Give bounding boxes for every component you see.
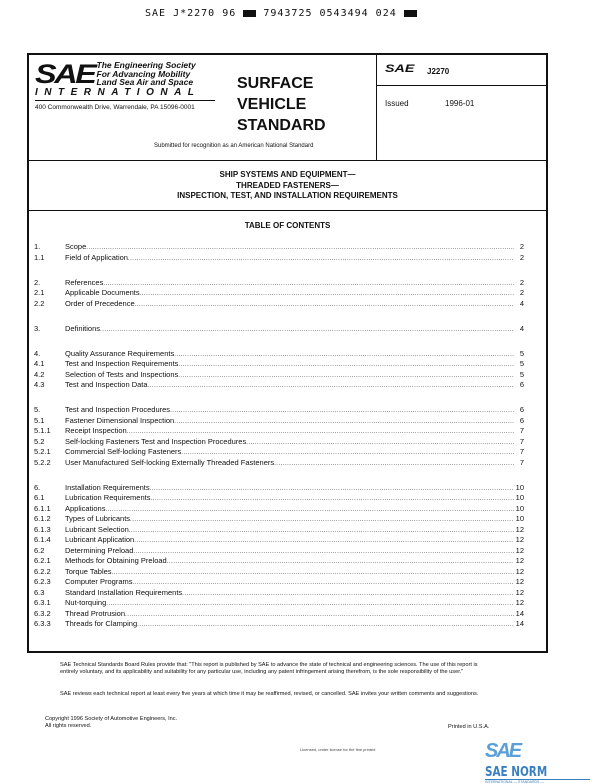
toc-heading: TABLE OF CONTENTS (244, 221, 331, 230)
divider (29, 210, 546, 211)
rights-text: All rights reserved. (45, 723, 92, 729)
toc-page: 2 (519, 288, 524, 297)
title-line: SHIP SYSTEMS AND EQUIPMENT— (219, 170, 356, 179)
toc-page: 2 (519, 277, 524, 287)
toc-entry[interactable] (34, 380, 524, 391)
toc-title: Order of Precedence (65, 298, 135, 308)
toc-title: Field of Application (65, 252, 128, 262)
toc-page: 14 (515, 619, 524, 628)
toc-page: 4 (519, 298, 524, 308)
toc-entry[interactable] (34, 416, 524, 427)
toc-leader (128, 254, 514, 265)
title-line: INSPECTION, TEST, AND INSTALLATION REQUIREMENTS (177, 191, 398, 200)
toc-number: 4.2 (34, 369, 45, 379)
toc-entry[interactable] (34, 324, 524, 335)
issued-date: 1996-01 (445, 99, 475, 108)
toc-title: Determining Preload (65, 545, 134, 555)
toc-leader (129, 526, 514, 537)
toc-number: 6.1.3 (34, 524, 51, 534)
toc-entry[interactable] (34, 493, 524, 504)
toc-leader (140, 289, 514, 300)
toc-number: 6.2 (34, 545, 45, 555)
toc-title: Torque Tables (65, 566, 112, 576)
policy-note: SAE Technical Standards Board Rules provide that: "This report is published by SAE to advance the state of technical and engineering sciences. The use of this report is entirely voluntary, and its applicability and suitability for any particular use, including any patent infringement arising therefrom, is the sole responsibility of the user." (60, 662, 478, 675)
toc-leader (178, 371, 514, 382)
toc-leader (150, 484, 514, 495)
sae-mark: SAE (385, 63, 415, 75)
toc-leader (103, 279, 514, 290)
toc-entry[interactable] (34, 577, 524, 588)
toc-leader (170, 406, 514, 417)
watermark-name: SAE NORM (485, 765, 548, 780)
toc-title: Scope (65, 242, 87, 251)
doc-type-line: VEHICLE (237, 96, 307, 113)
toc-number: 6.2.1 (34, 556, 51, 565)
toc-entry[interactable] (34, 359, 524, 370)
toc-page: 4 (519, 323, 524, 333)
toc-leader (182, 589, 514, 600)
toc-title: Quality Assurance Requirements (65, 348, 175, 358)
logo-tagline: The Engineering Society (96, 60, 196, 70)
toc-title: Threads for Clamping (65, 619, 138, 628)
doc-number: J2270 (427, 67, 450, 76)
toc-title: Test and Inspection Requirements (65, 359, 179, 368)
toc-number: 6. (34, 482, 41, 492)
toc-entry[interactable] (34, 426, 524, 437)
logo-mark: SAE (35, 59, 95, 89)
toc-title: User Manufactured Self-locking Externally Threaded Fasteners (65, 457, 275, 467)
divider (376, 85, 546, 86)
logo-tagline: Land Sea Air and Space (96, 77, 194, 87)
toc-entry[interactable] (34, 525, 524, 536)
toc-number: 6.3.1 (34, 598, 51, 607)
toc-entry[interactable] (34, 514, 524, 525)
toc-title: Definitions (65, 323, 101, 333)
toc-title: Lubricant Selection (65, 524, 129, 534)
toc-page: 2 (519, 242, 524, 251)
doc-type-line: SURFACE (237, 75, 314, 92)
toc-page: 12 (515, 545, 524, 555)
toc-title: Commercial Self-locking Fasteners (65, 447, 182, 456)
toc-page: 2 (519, 252, 524, 262)
table-of-contents (34, 242, 524, 630)
toc-page: 12 (515, 577, 524, 586)
toc-leader (135, 300, 514, 311)
toc-leader (137, 620, 514, 631)
toc-leader (106, 599, 514, 610)
toc-title: References (65, 277, 104, 287)
toc-title: Methods for Obtaining Preload (65, 556, 167, 565)
toc-leader (150, 494, 514, 505)
toc-entry[interactable] (34, 299, 524, 310)
toc-number: 5.2.2 (34, 457, 51, 467)
toc-entry[interactable] (34, 242, 524, 253)
toc-page: 7 (519, 436, 524, 446)
sae-norm-watermark (485, 740, 595, 784)
printed-in: Printed in U.S.A. (448, 724, 490, 730)
barcode-block (243, 10, 256, 17)
toc-page: 12 (515, 587, 524, 597)
toc-leader (133, 547, 514, 558)
toc-title: Nut-torquing (65, 598, 107, 607)
toc-section (34, 324, 524, 335)
toc-number: 6.3 (34, 587, 45, 597)
toc-page: 10 (515, 493, 524, 502)
toc-page: 7 (519, 447, 524, 456)
address: 400 Commonwealth Drive, Warrendale, PA 15096-0001 (35, 104, 195, 111)
title-line: THREADED FASTENERS— (236, 180, 339, 190)
toc-title: Test and Inspection Procedures (65, 405, 171, 414)
toc-title: Selection of Tests and Inspections (65, 369, 179, 379)
toc-leader (86, 243, 514, 254)
toc-entry[interactable] (34, 483, 524, 494)
toc-section (34, 242, 524, 263)
toc-page: 12 (515, 556, 524, 565)
toc-page: 12 (515, 566, 524, 576)
toc-leader (167, 557, 514, 568)
toc-number: 3. (34, 323, 41, 333)
toc-number: 4.1 (34, 359, 45, 368)
toc-title: Test and Inspection Data (65, 380, 148, 389)
toc-leader (133, 578, 514, 589)
toc-page: 10 (515, 514, 524, 523)
toc-title: Types of Lubricants (65, 514, 131, 523)
review-note: SAE reviews each technical report at least every five years at which time it may be reaffirmed, revised, or cancelled. SAE invites your written comments and suggestions. (60, 691, 479, 697)
toc-leader (125, 610, 514, 621)
toc-number: 5.1.1 (34, 426, 51, 435)
toc-leader (148, 381, 514, 392)
toc-page: 5 (519, 348, 524, 358)
toc-number: 4. (34, 348, 41, 358)
toc-entry[interactable] (34, 546, 524, 557)
toc-entry[interactable] (34, 609, 524, 620)
document-frame (27, 53, 548, 653)
divider (29, 160, 546, 161)
toc-number: 5.2 (34, 436, 45, 446)
toc-leader (178, 360, 514, 371)
toc-page: 12 (515, 535, 524, 544)
toc-number: 5.1 (34, 415, 45, 425)
toc-leader (274, 459, 514, 470)
toc-page: 10 (515, 503, 524, 513)
toc-entry[interactable] (34, 349, 524, 360)
toc-title: Fastener Dimensional Inspection (65, 415, 175, 425)
toc-leader (174, 417, 514, 428)
toc-entry[interactable] (34, 278, 524, 289)
toc-leader (134, 536, 514, 547)
doc-type-line: STANDARD (237, 117, 326, 134)
toc-section (34, 349, 524, 391)
toc-page: 7 (519, 426, 524, 435)
toc-number: 6.1.1 (34, 503, 51, 513)
toc-entry[interactable] (34, 288, 524, 299)
toc-section (34, 405, 524, 468)
toc-title: Computer Programs (65, 577, 133, 586)
toc-entry[interactable] (34, 253, 524, 264)
toc-leader (100, 325, 514, 336)
toc-title: Lubrication Requirements (65, 493, 151, 502)
toc-number: 6.1.4 (34, 535, 51, 544)
toc-number: 2.1 (34, 288, 45, 297)
copyright-text: Copyright 1996 Society of Automotive Engineers, Inc. (45, 716, 178, 722)
toc-entry[interactable] (34, 567, 524, 578)
watermark-mark: SAE (485, 740, 521, 762)
toc-number: 5.2.1 (34, 447, 51, 456)
toc-entry[interactable] (34, 370, 524, 381)
watermark-sub: INTERNATIONAL — STANDARDS — (485, 779, 590, 784)
toc-section (34, 483, 524, 630)
toc-number: 4.3 (34, 380, 45, 389)
toc-page: 12 (515, 598, 524, 607)
toc-page: 12 (515, 524, 524, 534)
toc-number: 6.1.2 (34, 514, 51, 523)
logo-tagline: For Advancing Mobility (96, 68, 191, 79)
toc-leader (105, 505, 514, 516)
divider (376, 55, 377, 160)
toc-title: Lubricant Application (65, 535, 135, 544)
submitted-note: Submitted for recognition as an American National Standard (154, 143, 314, 149)
toc-entry[interactable] (34, 598, 524, 609)
copyright (45, 716, 177, 730)
toc-leader (246, 438, 514, 449)
toc-number: 6.1 (34, 493, 45, 502)
toc-number: 1. (34, 242, 41, 251)
toc-number: 2.2 (34, 298, 45, 308)
toc-title: Applications (65, 503, 106, 513)
license-note: Licensed, under license for the fine printed (300, 747, 376, 752)
toc-number: 6.3.3 (34, 619, 51, 628)
code-number: 7943725 0543494 024 (263, 8, 397, 19)
toc-leader (174, 350, 514, 361)
toc-page: 6 (519, 380, 524, 389)
toc-entry[interactable] (34, 447, 524, 458)
barcode-block (404, 10, 417, 17)
toc-number: 2. (34, 277, 41, 287)
toc-page: 5 (519, 359, 524, 368)
toc-page: 5 (519, 369, 524, 379)
toc-entry[interactable] (34, 405, 524, 416)
toc-entry[interactable] (34, 458, 524, 469)
document-type (237, 73, 326, 136)
toc-title: Installation Requirements (65, 482, 150, 492)
toc-number: 6.2.3 (34, 577, 51, 586)
toc-page: 6 (519, 415, 524, 425)
toc-page: 14 (515, 608, 524, 618)
toc-title: Receipt Inspection (65, 426, 127, 435)
toc-page: 6 (519, 405, 524, 414)
toc-entry[interactable] (34, 437, 524, 448)
logo-international: INTERNATIONAL (35, 87, 215, 101)
toc-entry[interactable] (34, 535, 524, 546)
toc-number: 6.2.2 (34, 566, 51, 576)
toc-page: 7 (519, 457, 524, 467)
toc-entry[interactable] (34, 588, 524, 599)
toc-entry[interactable] (34, 504, 524, 515)
toc-page: 10 (515, 482, 524, 492)
issued-label: Issued (385, 99, 409, 108)
toc-section (34, 278, 524, 310)
document-code (145, 8, 417, 19)
toc-leader (112, 568, 514, 579)
toc-title: Self-locking Fasteners Test and Inspection Procedures (65, 436, 247, 446)
toc-entry[interactable] (34, 619, 524, 630)
toc-title: Applicable Documents (65, 288, 140, 297)
toc-number: 5. (34, 405, 41, 414)
document-title (29, 170, 546, 202)
toc-leader (130, 515, 514, 526)
toc-entry[interactable] (34, 556, 524, 567)
code-text: SAE J*2270 96 (145, 8, 237, 19)
toc-number: 1.1 (34, 252, 45, 262)
toc-title: Standard Installation Requirements (65, 587, 183, 597)
toc-title: Thread Protrusion (65, 608, 126, 618)
toc-number: 6.3.2 (34, 608, 51, 618)
sae-logo (35, 61, 235, 111)
